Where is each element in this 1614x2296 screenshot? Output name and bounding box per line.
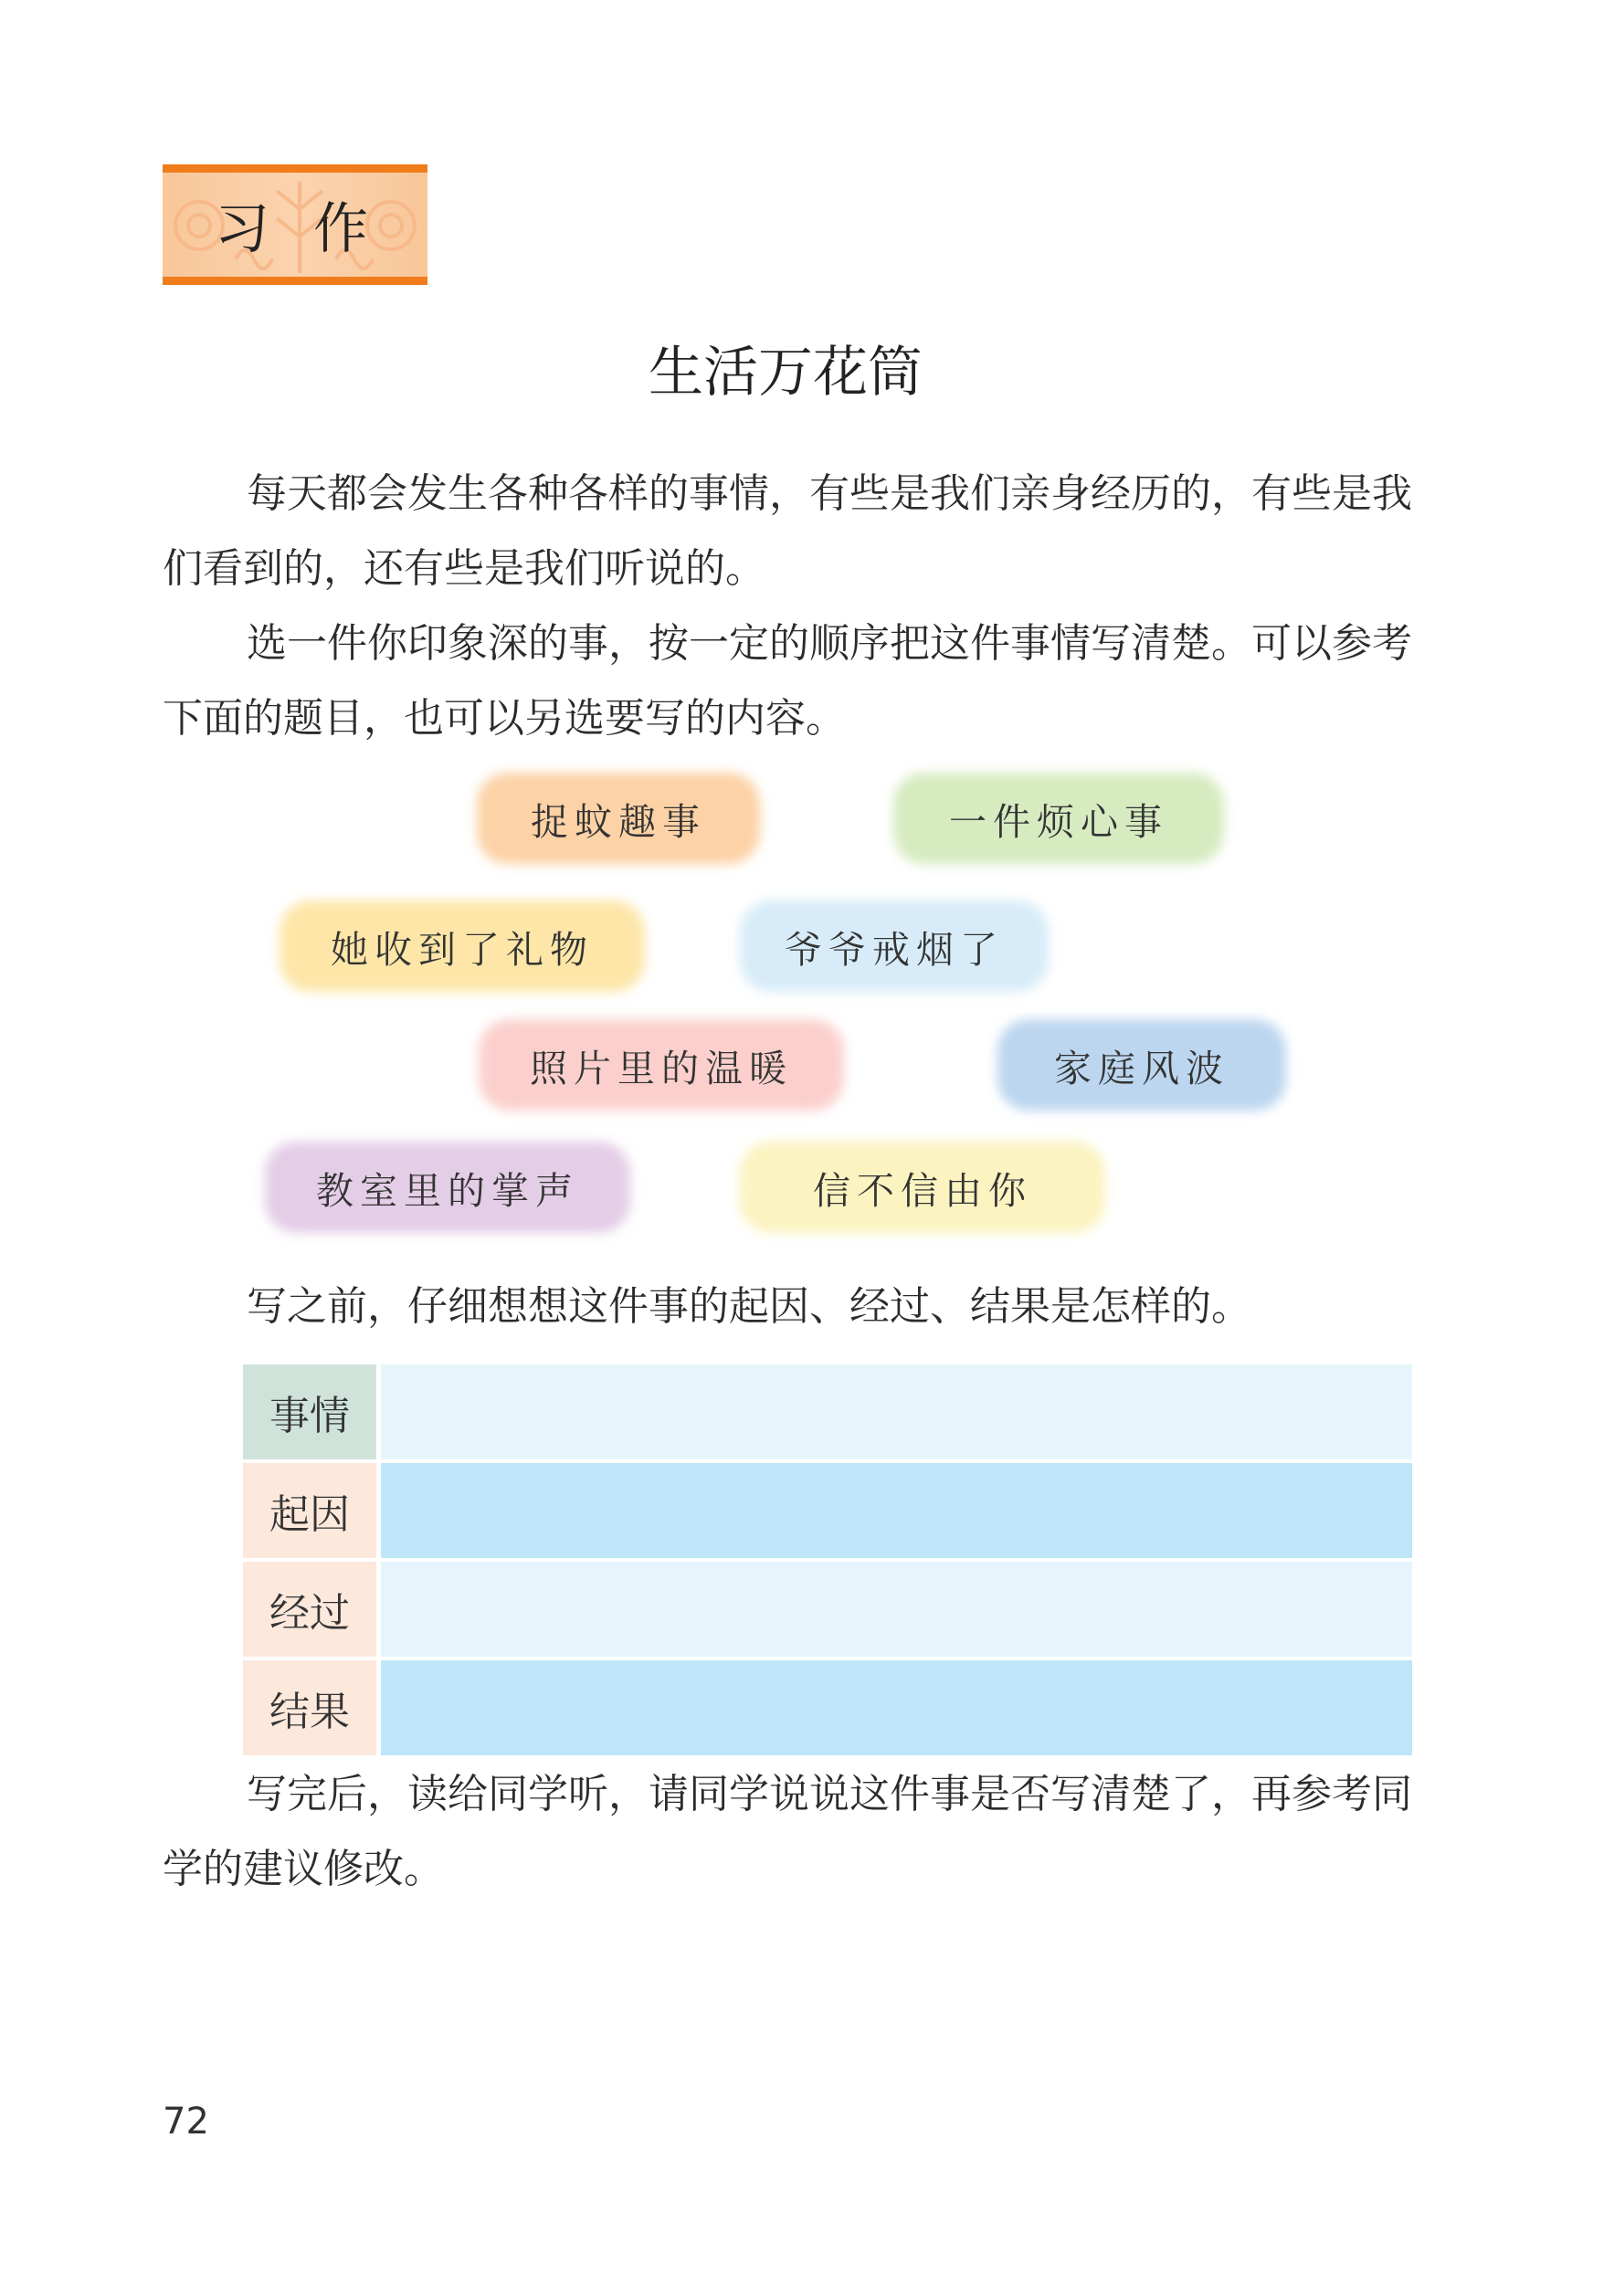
- planning-table: [243, 1361, 1412, 1759]
- topic-chip: [740, 1142, 1105, 1233]
- topic-chip: [893, 773, 1224, 864]
- section-label: 习作: [215, 197, 412, 261]
- topic-chip: [265, 1142, 630, 1233]
- row-label: 事情: [243, 1364, 376, 1459]
- revision-paragraph: 写完后，读给同学听，请同学说说这件事是否写清楚了，再参考同学的建议修改。: [163, 1771, 1412, 1892]
- row-fill-area[interactable]: [376, 1463, 1412, 1558]
- row-fill-area[interactable]: [376, 1364, 1412, 1459]
- row-label: 起因: [243, 1463, 376, 1558]
- page-title: 生活万花筒: [649, 341, 923, 405]
- table-row: [243, 1364, 1412, 1459]
- topic-label: 照片里的温暖: [530, 1046, 793, 1090]
- table-row: [243, 1562, 1412, 1657]
- topic-label: 一件烦心事: [949, 799, 1168, 844]
- instruction-paragraph: 选一件你印象深的事，按一定的顺序把这件事情写清楚。可以参考下面的题目，也可以另选要写的内容。: [163, 620, 1412, 742]
- prewriting-paragraph: 写之前，仔细想想这件事的起因、经过、结果是怎样的。: [247, 1283, 1251, 1330]
- topic-label: 她收到了礼物: [331, 927, 594, 972]
- table-row: [243, 1463, 1412, 1558]
- topic-label: 家庭风波: [1054, 1046, 1229, 1090]
- section-badge: [163, 164, 427, 285]
- row-fill-area[interactable]: [376, 1562, 1412, 1657]
- topic-chip: [997, 1019, 1286, 1111]
- row-fill-area[interactable]: [376, 1660, 1412, 1755]
- topic-label: 爷爷戒烟了: [785, 927, 1004, 972]
- topic-label: 教室里的掌声: [316, 1168, 579, 1213]
- row-label: 结果: [243, 1660, 376, 1755]
- badge-bottom-bar: [163, 277, 427, 285]
- topic-label: 信不信由你: [813, 1168, 1032, 1213]
- row-label: 经过: [243, 1562, 376, 1657]
- topic-chip: [740, 900, 1049, 992]
- topic-chip: [280, 900, 645, 992]
- table-row: [243, 1660, 1412, 1755]
- topic-chip: [477, 773, 760, 864]
- page-number: 72: [163, 2101, 209, 2143]
- intro-paragraph: 每天都会发生各种各样的事情，有些是我们亲身经历的，有些是我们看到的，还有些是我们听说的。: [163, 470, 1412, 592]
- topic-chip: [479, 1019, 844, 1111]
- topic-label: 捉蚊趣事: [531, 799, 706, 844]
